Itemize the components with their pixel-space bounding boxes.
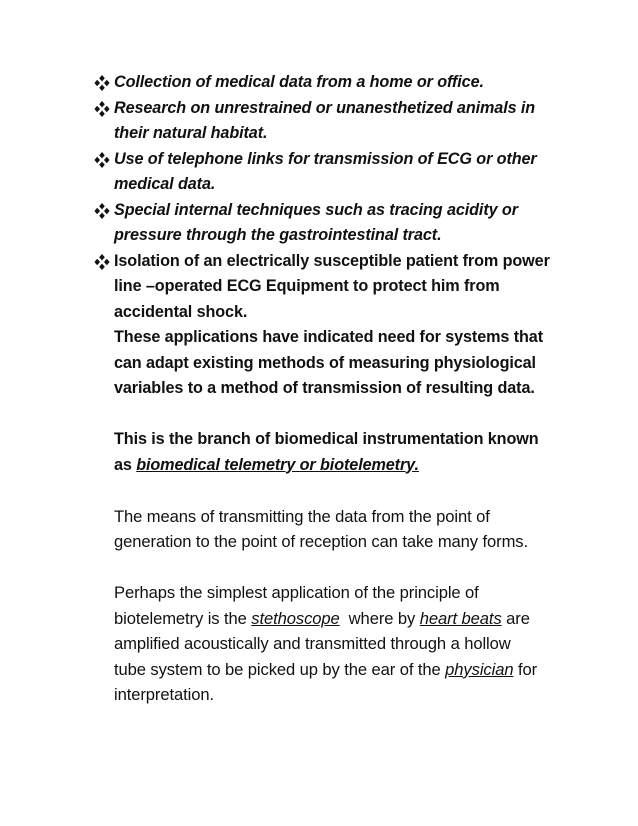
bullet-text: Use of telephone links for transmission of ECG or other xyxy=(114,149,537,168)
bullet-text: pressure through the gastrointestinal tract. xyxy=(114,226,442,244)
means-paragraph-line xyxy=(94,504,594,530)
four-diamond-bullet-icon xyxy=(94,147,113,172)
paragraph-gap xyxy=(94,555,594,581)
four-diamond-bullet-icon xyxy=(94,70,113,95)
paragraph-text: biotelemetry is the xyxy=(114,608,252,628)
paragraph-text: can adapt existing methods of measuring physiological xyxy=(114,353,536,372)
applications-paragraph-line xyxy=(94,376,594,402)
four-diamond-bullet-icon xyxy=(94,96,113,121)
paragraph-text: as xyxy=(114,455,137,474)
simplest-paragraph-line xyxy=(94,580,594,606)
paragraph-text: These applications have indicated need for systems that xyxy=(114,328,543,346)
paragraph-gap xyxy=(94,402,594,428)
paragraph-text: interpretation. xyxy=(114,685,214,704)
simplest-paragraph-line xyxy=(94,606,594,632)
means-paragraph-line xyxy=(94,529,594,555)
document-content xyxy=(94,70,594,708)
biotelemetry-term: biomedical telemetry or biotelemetry. xyxy=(136,455,419,474)
paragraph-text: are xyxy=(501,608,530,628)
applications-paragraph-line xyxy=(94,351,594,377)
simplest-paragraph-line xyxy=(94,657,594,683)
bullet-continuation xyxy=(94,274,594,300)
paragraph-text: where by xyxy=(339,608,420,628)
bullet-text: their natural habitat. xyxy=(114,124,268,142)
paragraph-text: This is the branch of biomedical instrumentation known xyxy=(114,430,539,448)
four-diamond-bullet-icon xyxy=(94,198,113,223)
paragraph-text: generation to the point of reception can take many forms. xyxy=(114,532,528,551)
bullet-continuation xyxy=(94,121,594,147)
bullet-item-telephone xyxy=(94,147,594,173)
physician-term: physician xyxy=(445,659,514,679)
bullet-text: medical data. xyxy=(114,175,216,193)
bullet-text: Research on unrestrained or unanesthetized animals in xyxy=(114,98,536,117)
paragraph-text: variables to a method of transmission of resulting data. xyxy=(114,379,535,397)
four-diamond-bullet-icon xyxy=(94,249,113,274)
paragraph-gap xyxy=(94,478,594,504)
heart-beats-term: heart beats xyxy=(419,608,502,628)
paragraph-text: The means of transmitting the data from the point of xyxy=(114,506,490,526)
bullet-continuation xyxy=(94,172,594,198)
branch-paragraph-line xyxy=(94,427,594,453)
stethoscope-term: stethoscope xyxy=(251,608,340,628)
bullet-item-collection xyxy=(94,70,594,96)
bullet-text: accidental shock. xyxy=(114,302,248,321)
bullet-item-special-techniques xyxy=(94,198,594,224)
simplest-paragraph-line xyxy=(94,631,594,657)
bullet-text: Isolation of an electrically susceptible patient from power xyxy=(114,251,550,270)
bullet-item-research xyxy=(94,96,594,122)
simplest-paragraph-line xyxy=(94,682,594,708)
paragraph-text: for xyxy=(513,659,538,679)
bullet-continuation xyxy=(94,223,594,249)
bullet-continuation xyxy=(94,300,594,326)
paragraph-text: amplified acoustically and transmitted through a hollow xyxy=(114,634,511,653)
bullet-item-isolation xyxy=(94,249,594,275)
paragraph-text: tube system to be picked up by the ear of the xyxy=(114,659,446,679)
bullet-text: line –operated ECG Equipment to protect him from xyxy=(114,277,500,295)
paragraph-text: Perhaps the simplest application of the principle of xyxy=(114,583,479,602)
branch-paragraph-line xyxy=(94,453,594,479)
applications-paragraph-line xyxy=(94,325,594,351)
bullet-text: Special internal techniques such as tracing acidity or xyxy=(114,200,518,219)
bullet-text: Collection of medical data from a home or office. xyxy=(114,73,484,91)
